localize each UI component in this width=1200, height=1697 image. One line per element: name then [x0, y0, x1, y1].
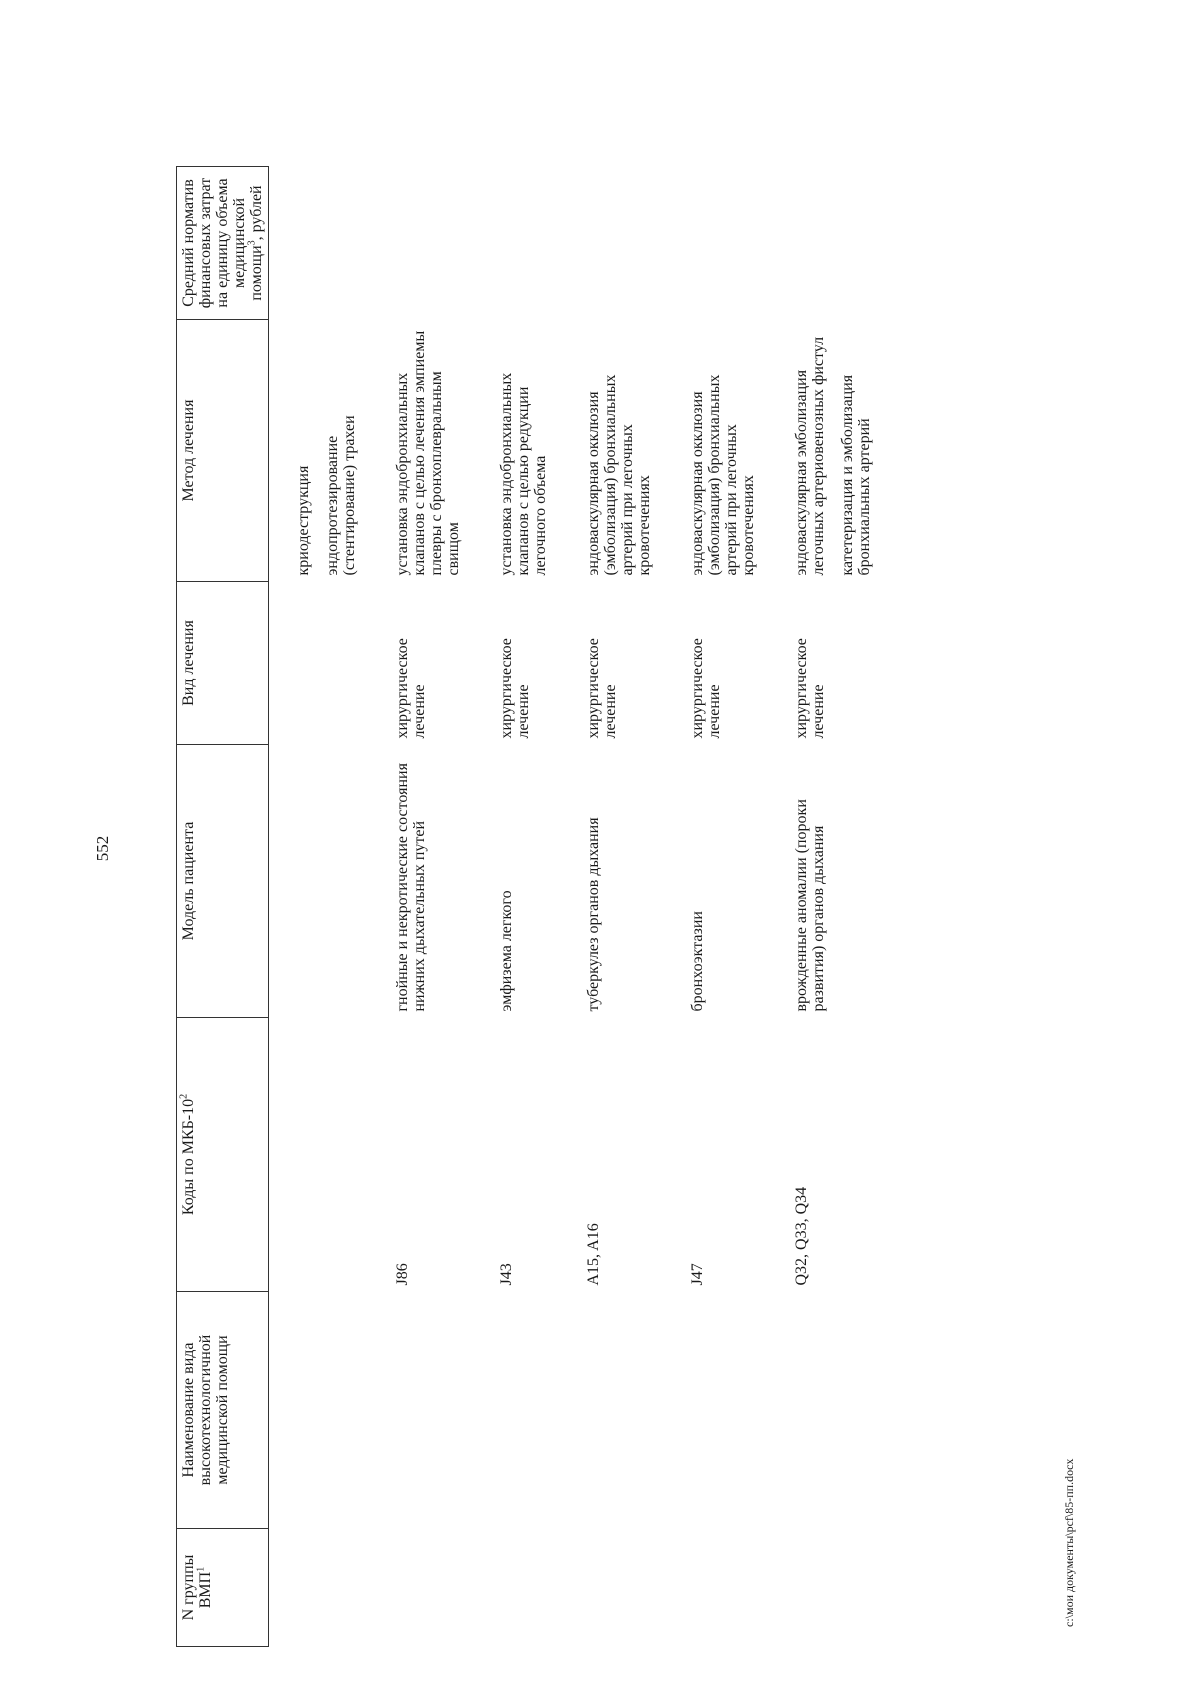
method-line: установка эндобронхиальных клапанов с целью лечения эмпиемы плевры с бронхоплевральным свищом	[394, 330, 462, 576]
patient-model: врожденные аномалии (пороки развития) органов дыхания	[793, 799, 827, 1012]
icd-code: Q32, Q33, Q34	[793, 1186, 810, 1286]
header-treatment-type: Вид лечения	[177, 582, 269, 745]
method-line: эндоваскулярная окклюзия (эмболизация) бронхиальных артерий при легочных кровотечениях	[689, 374, 757, 576]
icd-code: J47	[689, 1263, 706, 1286]
footer-file-path: c:\мои документы\pcf\85-пп.docx	[1062, 1458, 1076, 1627]
header-group-number: N группы ВМП$^1$	[177, 1529, 269, 1647]
method-line: катетеризация и эмболизация бронхиальных артерий	[839, 374, 873, 576]
header-patient-model: Модель пациента	[177, 745, 269, 1018]
table-row	[563, 167, 667, 1647]
treatment-type: хирургическое лечение	[689, 638, 723, 739]
table-row	[667, 167, 771, 1647]
header-cost-standard: Средний норматив финансовых затрат на единицу объема медицинской помощи$^3$, рублей	[177, 167, 269, 320]
icd-code: A15, A16	[585, 1223, 602, 1286]
icd-code: J86	[394, 1263, 411, 1286]
table-row	[372, 167, 476, 1647]
method-line: криодеструкция	[295, 465, 312, 576]
vmp-table	[176, 166, 887, 1647]
patient-model: бронхоэктазии	[689, 911, 706, 1012]
table-header-row	[177, 167, 269, 1647]
icd-code	[269, 1018, 373, 1292]
treatment-type	[269, 582, 373, 745]
header-icd-codes: Коды по МКБ-$10^2$	[177, 1018, 269, 1292]
patient-model: эмфизема легкого	[498, 890, 515, 1012]
treatment-method	[667, 320, 771, 582]
treatment-method	[563, 320, 667, 582]
table-row	[269, 167, 373, 1647]
method-line: установка эндобронхиальных клапанов с целью редукции легочного объема	[498, 372, 549, 576]
treatment-type: хирургическое лечение	[498, 638, 532, 739]
treatment-type: хирургическое лечение	[394, 638, 428, 739]
header-treatment-method: Метод лечения	[177, 320, 269, 582]
icd-code: J43	[498, 1263, 515, 1286]
treatment-method	[476, 320, 563, 582]
table-row	[476, 167, 563, 1647]
treatment-method	[269, 320, 373, 582]
treatment-method	[771, 320, 887, 582]
treatment-type: хирургическое лечение	[793, 638, 827, 739]
method-line: эндопротезирование (стентирование) трахеи	[324, 415, 358, 576]
patient-model	[269, 745, 373, 1018]
page-number: 552	[93, 835, 112, 862]
header-vmp-name: Наименование вида высокотехнологичной медицинской помощи	[177, 1292, 269, 1529]
treatment-method	[372, 320, 476, 582]
table-row	[771, 167, 887, 1647]
patient-model: гнойные и некротические состояния нижних дыхательных путей	[394, 763, 428, 1012]
method-line: эндоваскулярная эмболизация легочных артериовенозных фистул	[793, 336, 827, 576]
method-line: эндоваскулярная окклюзия (эмболизация) бронхиальных артерий при легочных кровотечениях	[585, 374, 653, 576]
patient-model: туберкулез органов дыхания	[585, 817, 602, 1012]
treatment-type: хирургическое лечение	[585, 638, 619, 739]
